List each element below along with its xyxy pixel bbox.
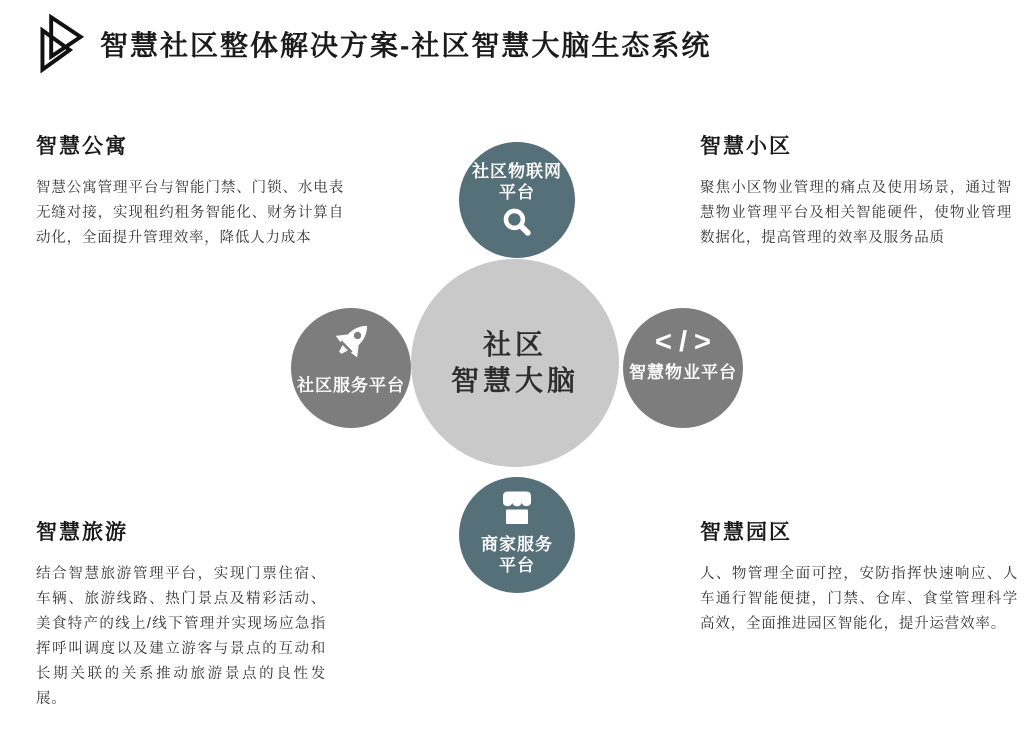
center-circle-community-smart-brain bbox=[411, 259, 619, 467]
section-smart-apartment bbox=[36, 130, 344, 251]
section-heading: 智慧小区 bbox=[700, 135, 792, 158]
magnifier-icon bbox=[501, 206, 534, 244]
section-body: 聚焦小区物业管理的痛点及使用场景，通过智慧物业管理平台及相关智能硬件，使物业管理数据化，提高管理的效率及服务品质 bbox=[700, 180, 1012, 246]
rocket-icon bbox=[325, 316, 377, 373]
satellite-community-service-platform bbox=[291, 308, 411, 428]
double-triangle-logo-icon bbox=[36, 14, 86, 74]
section-heading: 智慧旅游 bbox=[36, 521, 128, 544]
satellite-label: 商家服务 平台 bbox=[481, 535, 553, 575]
satellite-label: 智慧物业平台 bbox=[629, 363, 737, 382]
section-body: 人、物管理全面可控，安防指挥快速响应、人车通行智能便捷，门禁、仓库、食堂管理科学高效，全面推进园区智能化，提升运营效率。 bbox=[700, 566, 1018, 632]
header bbox=[36, 14, 711, 74]
page-title: 智慧社区整体解决方案-社区智慧大脑生态系统 bbox=[100, 30, 712, 61]
center-circle-label-line1: 社区 bbox=[482, 329, 547, 360]
center-circle-label-line2: 智慧大脑 bbox=[450, 365, 579, 396]
satellite-label: 社区物联网 平台 bbox=[472, 162, 562, 202]
code-icon: </> bbox=[655, 326, 718, 358]
section-smart-tourism bbox=[36, 516, 326, 712]
section-smart-residential bbox=[700, 130, 1012, 251]
satellite-label: 社区服务平台 bbox=[297, 376, 405, 395]
satellite-iot-platform bbox=[459, 142, 575, 258]
satellite-property-platform bbox=[623, 308, 743, 428]
section-body: 智慧公寓管理平台与智能门禁、门锁、水电表无缝对接，实现租约租务智能化、财务计算自动化，全面提升管理效率，降低人力成本 bbox=[36, 180, 344, 246]
section-body: 结合智慧旅游管理平台，实现门票住宿、车辆、旅游线路、热门景点及精彩活动、美食特产的线上/线下管理并实现场应急指挥呼叫调度以及建立游客与景点的互动和长期关联的关系推动旅游景点的良性发展。 bbox=[36, 566, 326, 707]
section-heading: 智慧园区 bbox=[700, 521, 792, 544]
section-heading: 智慧公寓 bbox=[36, 135, 128, 158]
storefront-icon bbox=[496, 490, 538, 531]
section-smart-park bbox=[700, 516, 1018, 637]
satellite-merchant-service-platform bbox=[459, 477, 575, 593]
